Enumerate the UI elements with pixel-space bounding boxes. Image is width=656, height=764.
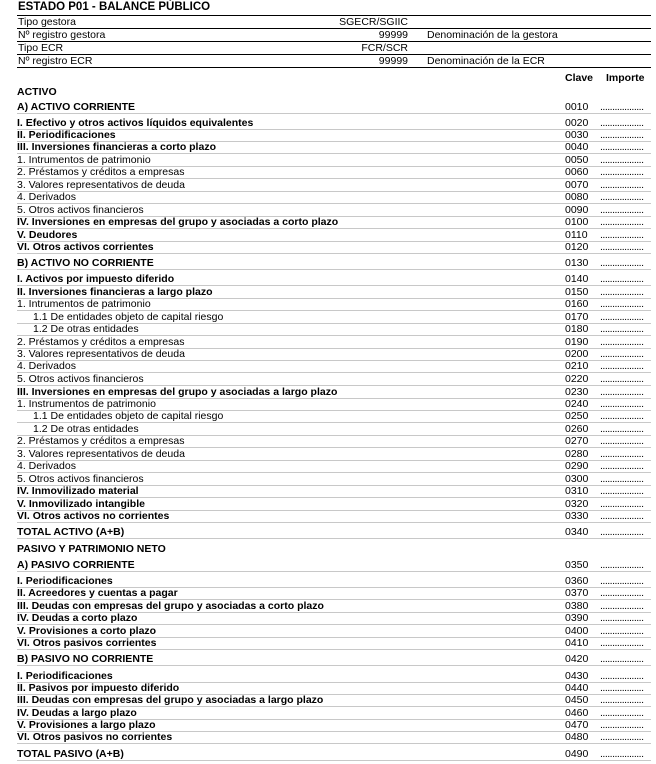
row-importe: .................. (600, 653, 644, 665)
row-clave: 0450 (565, 694, 589, 706)
table-row (17, 323, 651, 335)
row-rule (17, 538, 651, 539)
table-row (17, 179, 651, 191)
header-value: SGECR/SGIIC (339, 16, 408, 28)
table-row (17, 360, 651, 372)
row-importe: .................. (600, 448, 644, 460)
header-label: Nº registro ECR (18, 55, 93, 67)
row-label: A) ACTIVO CORRIENTE (17, 101, 136, 113)
row-label: 1.2 De otras entidades (33, 423, 139, 435)
table-row (17, 191, 651, 203)
row-clave: 0280 (565, 448, 589, 460)
row-clave: 0350 (565, 559, 589, 571)
table-row (17, 543, 651, 555)
row-label: 4. Derivados (17, 360, 76, 372)
table-row (17, 117, 651, 129)
row-importe: .................. (600, 526, 644, 538)
row-importe: .................. (600, 241, 644, 253)
table-row (17, 86, 651, 98)
row-importe: .................. (600, 273, 644, 285)
row-clave: 0460 (565, 707, 589, 719)
row-label: 1. Intrumentos de patrimonio (17, 154, 151, 166)
row-label: 1. Instrumentos de patrimonio (17, 398, 156, 410)
row-label: VI. Otros pasivos no corrientes (17, 731, 173, 743)
table-row (17, 637, 651, 649)
row-label: V. Provisiones a largo plazo (17, 719, 156, 731)
header-value: FCR/SCR (361, 42, 408, 54)
row-clave: 0100 (565, 216, 589, 228)
row-clave: 0410 (565, 637, 589, 649)
row-label: I. Periodificaciones (17, 670, 113, 682)
row-clave: 0320 (565, 498, 589, 510)
row-label: 3. Valores representativos de deuda (17, 348, 185, 360)
row-label: III. Deudas con empresas del grupo y asociadas a corto plazo (17, 600, 324, 612)
header-label: Tipo ECR (18, 42, 64, 54)
row-rule (17, 269, 651, 270)
row-importe: .................. (600, 612, 644, 624)
table-row (17, 348, 651, 360)
table-row (17, 398, 651, 410)
row-importe: .................. (600, 719, 644, 731)
table-row (17, 625, 651, 637)
row-importe: .................. (600, 373, 644, 385)
row-importe: .................. (600, 670, 644, 682)
row-clave: 0090 (565, 204, 589, 216)
header-label: Nº registro gestora (18, 29, 106, 41)
row-importe: .................. (600, 336, 644, 348)
row-rule (17, 571, 651, 572)
row-label: 4. Derivados (17, 460, 76, 472)
row-label: I. Activos por impuesto diferido (17, 273, 175, 285)
row-clave: 0140 (565, 273, 589, 285)
row-clave: 0290 (565, 460, 589, 472)
row-importe: .................. (600, 166, 644, 178)
row-label: VI. Otros activos no corrientes (17, 510, 170, 522)
table-row (17, 473, 651, 485)
row-label: ACTIVO (17, 86, 57, 98)
row-label: IV. Deudas a corto plazo (17, 612, 138, 624)
row-clave: 0060 (565, 166, 589, 178)
row-label: III. Inversiones financieras a corto plazo (17, 141, 216, 153)
row-label: IV. Inmovilizado material (17, 485, 139, 497)
row-clave: 0010 (565, 101, 589, 113)
row-importe: .................. (600, 410, 644, 422)
row-clave: 0230 (565, 386, 589, 398)
row-importe: .................. (600, 311, 644, 323)
row-clave: 0420 (565, 653, 589, 665)
row-importe: .................. (600, 748, 644, 760)
row-clave: 0220 (565, 373, 589, 385)
row-clave: 0340 (565, 526, 589, 538)
table-row (17, 707, 651, 719)
table-row (17, 141, 651, 153)
row-label: PASIVO Y PATRIMONIO NETO (17, 543, 166, 555)
table-row (17, 257, 651, 269)
table-row (17, 204, 651, 216)
row-importe: .................. (600, 154, 644, 166)
row-clave: 0440 (565, 682, 589, 694)
row-label: A) PASIVO CORRIENTE (17, 559, 135, 571)
table-row (17, 694, 651, 706)
row-label: II. Inversiones financieras a largo plazo (17, 286, 213, 298)
row-clave: 0240 (565, 398, 589, 410)
row-clave: 0040 (565, 141, 589, 153)
row-clave: 0130 (565, 257, 589, 269)
row-rule (17, 522, 651, 523)
table-row (17, 298, 651, 310)
table-row (17, 510, 651, 522)
row-importe: .................. (600, 141, 644, 153)
row-label: 2. Préstamos y créditos a empresas (17, 166, 185, 178)
row-importe: .................. (600, 731, 644, 743)
row-label: TOTAL ACTIVO (A+B) (17, 526, 125, 538)
row-clave: 0330 (565, 510, 589, 522)
header-denominacion: Denominación de la gestora (427, 29, 558, 41)
header-value: 99999 (378, 55, 408, 67)
row-label: I. Efectivo y otros activos líquidos equivalentes (17, 117, 254, 129)
row-clave: 0430 (565, 670, 589, 682)
table-row (17, 216, 651, 228)
row-label: 5. Otros activos financieros (17, 204, 144, 216)
row-clave: 0200 (565, 348, 589, 360)
row-importe: .................. (600, 682, 644, 694)
row-clave: 0050 (565, 154, 589, 166)
row-clave: 0390 (565, 612, 589, 624)
row-clave: 0030 (565, 129, 589, 141)
table-row (17, 670, 651, 682)
row-label: 1. Intrumentos de patrimonio (17, 298, 151, 310)
row-importe: .................. (600, 435, 644, 447)
row-label: V. Inmovilizado intangible (17, 498, 145, 510)
row-rule (17, 253, 651, 254)
row-importe: .................. (600, 485, 644, 497)
row-importe: .................. (600, 298, 644, 310)
row-importe: .................. (600, 694, 644, 706)
row-clave: 0490 (565, 748, 589, 760)
row-importe: .................. (600, 637, 644, 649)
row-clave: 0360 (565, 575, 589, 587)
row-importe: .................. (600, 257, 644, 269)
row-importe: .................. (600, 460, 644, 472)
row-label: V. Provisiones a corto plazo (17, 625, 157, 637)
table-row (17, 498, 651, 510)
column-header-clave: Clave (565, 72, 594, 84)
row-importe: .................. (600, 179, 644, 191)
row-label: 5. Otros activos financieros (17, 473, 144, 485)
row-importe: .................. (600, 398, 644, 410)
table-row (17, 423, 651, 435)
table-row (17, 448, 651, 460)
row-label: B) PASIVO NO CORRIENTE (17, 653, 154, 665)
row-clave: 0400 (565, 625, 589, 637)
row-label: II. Periodificaciones (17, 129, 116, 141)
table-row (17, 435, 651, 447)
table-row (17, 682, 651, 694)
row-importe: .................. (600, 707, 644, 719)
row-rule (17, 760, 651, 761)
row-importe: .................. (600, 600, 644, 612)
row-label: 4. Derivados (17, 191, 76, 203)
table-row (17, 575, 651, 587)
row-importe: .................. (600, 191, 644, 203)
table-row (17, 653, 651, 665)
row-importe: .................. (600, 575, 644, 587)
row-importe: .................. (600, 229, 644, 241)
row-importe: .................. (600, 386, 644, 398)
table-row (17, 241, 651, 253)
row-clave: 0170 (565, 311, 589, 323)
row-importe: .................. (600, 101, 644, 113)
table-row (17, 373, 651, 385)
row-importe: .................. (600, 360, 644, 372)
row-importe: .................. (600, 204, 644, 216)
table-row (17, 559, 651, 571)
row-clave: 0300 (565, 473, 589, 485)
table-row (17, 410, 651, 422)
table-row (17, 600, 651, 612)
row-clave: 0120 (565, 241, 589, 253)
row-clave: 0150 (565, 286, 589, 298)
row-label: V. Deudores (17, 229, 78, 241)
row-rule (17, 113, 651, 114)
row-clave: 0250 (565, 410, 589, 422)
table-row (17, 311, 651, 323)
row-label: 2. Préstamos y créditos a empresas (17, 435, 185, 447)
row-label: TOTAL PASIVO (A+B) (17, 748, 124, 760)
row-clave: 0080 (565, 191, 589, 203)
row-label: III. Deudas con empresas del grupo y asociadas a largo plazo (17, 694, 324, 706)
table-row (17, 719, 651, 731)
row-importe: .................. (600, 510, 644, 522)
table-row (17, 748, 651, 760)
table-row (17, 273, 651, 285)
row-clave: 0160 (565, 298, 589, 310)
row-label: 3. Valores representativos de deuda (17, 448, 185, 460)
row-label: VI. Otros activos corrientes (17, 241, 154, 253)
row-label: 1.1 De entidades objeto de capital riesgo (33, 311, 224, 323)
document-title: ESTADO P01 - BALANCE PÚBLICO (18, 1, 211, 13)
row-clave: 0110 (565, 229, 588, 241)
row-importe: .................. (600, 473, 644, 485)
row-label: 1.2 De otras entidades (33, 323, 139, 335)
row-clave: 0370 (565, 587, 589, 599)
header-denominacion: Denominación de la ECR (427, 55, 545, 67)
row-importe: .................. (600, 286, 644, 298)
row-clave: 0270 (565, 435, 589, 447)
row-importe: .................. (600, 216, 644, 228)
row-label: III. Inversiones en empresas del grupo y asociadas a largo plazo (17, 386, 338, 398)
row-clave: 0480 (565, 731, 589, 743)
row-label: 3. Valores representativos de deuda (17, 179, 185, 191)
table-row (17, 460, 651, 472)
row-clave: 0260 (565, 423, 589, 435)
row-rule (17, 649, 651, 650)
row-clave: 0180 (565, 323, 589, 335)
table-row (17, 485, 651, 497)
table-row (17, 101, 651, 113)
row-importe: .................. (600, 348, 644, 360)
table-row (17, 336, 651, 348)
row-label: B) ACTIVO NO CORRIENTE (17, 257, 154, 269)
row-clave: 0380 (565, 600, 589, 612)
row-label: 1.1 De entidades objeto de capital riesgo (33, 410, 224, 422)
table-row (17, 612, 651, 624)
row-importe: .................. (600, 117, 644, 129)
row-clave: 0210 (565, 360, 589, 372)
table-row (17, 386, 651, 398)
row-importe: .................. (600, 587, 644, 599)
header-label: Tipo gestora (18, 16, 76, 28)
table-row (17, 526, 651, 538)
row-label: II. Acreedores y cuentas a pagar (17, 587, 178, 599)
row-clave: 0190 (565, 336, 589, 348)
row-clave: 0070 (565, 179, 589, 191)
row-label: VI. Otros pasivos corrientes (17, 637, 157, 649)
row-importe: .................. (600, 423, 644, 435)
table-row (17, 154, 651, 166)
row-importe: .................. (600, 559, 644, 571)
row-importe: .................. (600, 323, 644, 335)
table-row (17, 129, 651, 141)
row-clave: 0470 (565, 719, 589, 731)
row-importe: .................. (600, 129, 644, 141)
table-row (17, 286, 651, 298)
table-row (17, 731, 651, 743)
row-rule (17, 743, 651, 744)
row-label: 2. Préstamos y créditos a empresas (17, 336, 185, 348)
row-clave: 0020 (565, 117, 589, 129)
row-clave: 0310 (565, 485, 589, 497)
row-label: I. Periodificaciones (17, 575, 113, 587)
header-value: 99999 (378, 29, 408, 41)
row-rule (17, 665, 651, 666)
table-row (17, 166, 651, 178)
row-importe: .................. (600, 625, 644, 637)
column-header-importe: Importe (606, 72, 645, 84)
table-row (17, 587, 651, 599)
row-label: II. Pasivos por impuesto diferido (17, 682, 180, 694)
table-row (17, 229, 651, 241)
row-label: IV. Inversiones en empresas del grupo y asociadas a corto plazo (17, 216, 339, 228)
row-label: 5. Otros activos financieros (17, 373, 144, 385)
row-importe: .................. (600, 498, 644, 510)
row-label: IV. Deudas a largo plazo (17, 707, 137, 719)
